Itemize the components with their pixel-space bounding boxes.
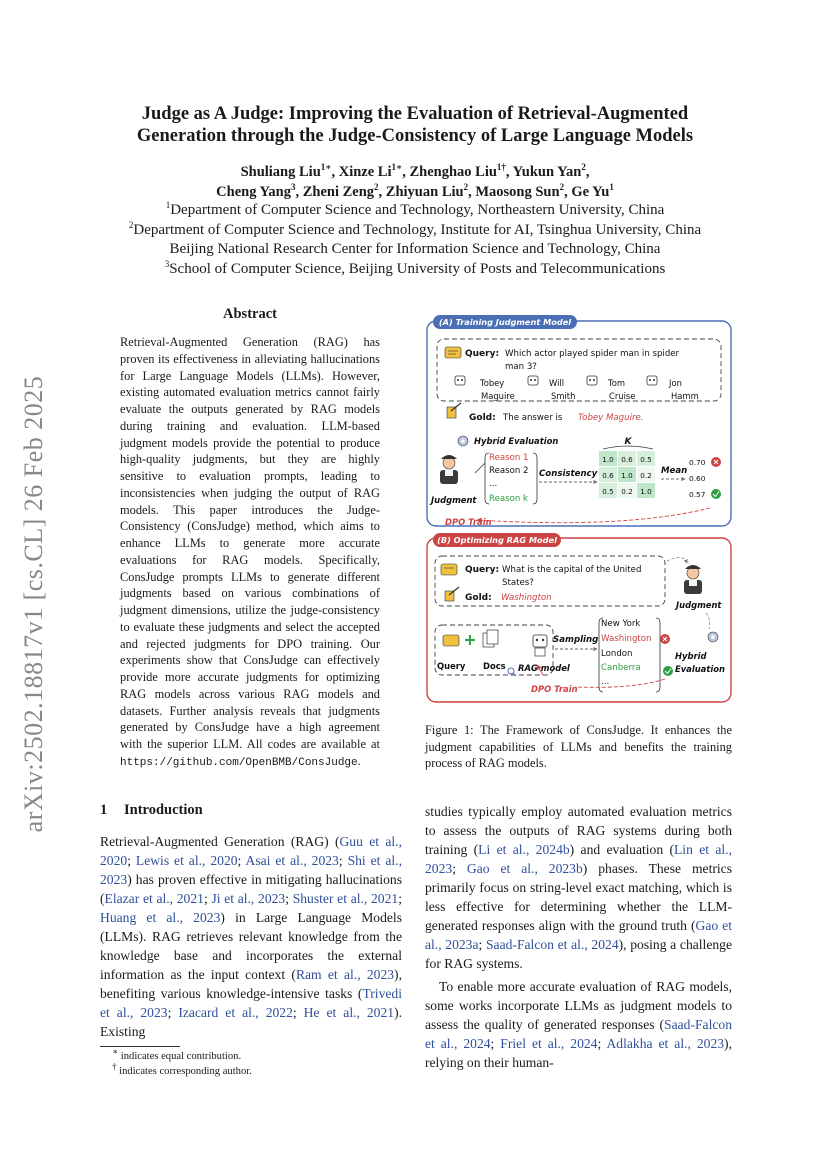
- intro-left-column: Retrieval-Augmented Generation (RAG) (Guu et al., 2020; Lewis et al., 2020; Asai et al., 2023; Shi et al., 2023) has proven effective in mitigating hallucinations (Elazar et al., 2021; Ji et al., 2023; Shuster et al., 2021; Huang et al., 2023) in Large Language Models (LLMs). RAG retrieves relevant knowledge from the knowledge base and incorporates the external information as the input context (Ram et al., 2023), benefiting various knowledge-intensive tasks (Trivedi et al., 2023; Izacard et al., 2022; He et al., 2021). Existing: [100, 834, 402, 1039]
- accept-icon: [711, 489, 721, 499]
- author: Zhenghao Liu: [409, 164, 497, 180]
- reason-ellipsis: ...: [489, 479, 498, 489]
- matrix-value: 0.5: [640, 455, 652, 464]
- matrix-value: 0.6: [602, 471, 614, 480]
- author: Ge Yu: [571, 184, 610, 200]
- matrix-value: 0.5: [602, 487, 614, 496]
- reason-k: Reason k: [489, 494, 529, 504]
- query-label: Query:: [465, 349, 500, 359]
- reject-icon: [711, 457, 721, 467]
- affiliation-3: Beijing National Research Center for Information Science and Technology, China: [169, 241, 661, 257]
- candidate-answer: Tobey: [480, 378, 505, 388]
- sampled-output: Canberra: [601, 663, 641, 673]
- citation-link[interactable]: Li et al., 2024b: [478, 842, 570, 857]
- author-line-2: Cheng Yang$^3$, Zheni Zeng$^2$, Zhiyuan Liu$^2$, Maosong Sun$^2$, Ge Yu$^1$: [216, 182, 614, 200]
- robot-icon: [528, 376, 538, 385]
- hybrid-evaluation-b: Evaluation: [675, 664, 725, 674]
- sampling-label: Sampling: [553, 635, 599, 645]
- candidate-answer: Will: [549, 378, 565, 388]
- intro-right-column: [425, 802, 732, 1072]
- author-list: [95, 162, 735, 202]
- citation-link[interactable]: Gao et al., 2023b: [466, 861, 583, 876]
- consistency-matrix: [599, 451, 655, 498]
- citation-link[interactable]: Shi et al., 2023: [100, 853, 402, 887]
- mean-label: Mean: [661, 466, 688, 476]
- paragraph: To enable more accurate evaluation of RAG models, some works incorporate LLMs as judgment models to assess the quality of generated responses (Saad-Falcon et al., 2024; Friel et al., 2024; Adlakha et al., 2023), relying on their human-: [425, 979, 732, 1070]
- citation-link[interactable]: Trivedi et al., 2023: [100, 986, 402, 1020]
- author: Cheng Yang: [216, 184, 291, 200]
- robot-icon: [455, 376, 465, 385]
- matrix-value: 1.0: [602, 455, 614, 464]
- citation-link[interactable]: Shuster et al., 2021: [292, 891, 399, 906]
- author: Shuliang Liu: [240, 164, 321, 180]
- paper-title: [95, 103, 735, 147]
- rag-model-label: RAG model: [518, 663, 570, 673]
- robot-icon: [587, 376, 597, 385]
- chat-icon: [441, 564, 457, 575]
- footnote-2: † indicates corresponding author.: [112, 1061, 252, 1077]
- sampled-output: London: [601, 649, 633, 659]
- citation-link[interactable]: Lewis et al., 2020: [135, 853, 238, 868]
- citation-link[interactable]: Gao et al., 2023a: [425, 918, 732, 952]
- footnote-1: ∗ indicates equal contribution.: [112, 1046, 242, 1062]
- query-text: Which actor played spider man in spider: [505, 349, 680, 359]
- gold-text: The answer is: [503, 413, 563, 423]
- affiliation-4: $^3$School of Computer Science, Beijing University of Posts and Telecommunications: [164, 258, 666, 277]
- title-line-2: Generation through the Judge-Consistency of Large Language Models: [136, 126, 694, 146]
- code-link[interactable]: https://github.com/OpenBMB/ConsJudge: [120, 756, 358, 769]
- mean-value: 0.70: [689, 458, 706, 467]
- matrix-value: 0.6: [621, 455, 633, 464]
- matrix-value: 0.2: [640, 471, 652, 480]
- reason-1: Reason 1: [489, 453, 529, 463]
- author: Zheni Zeng: [302, 184, 375, 200]
- robot-icon: [647, 376, 657, 385]
- panel-b-frame: [427, 538, 731, 702]
- paragraph: studies typically employ automated evaluation metrics to assess the outputs of RAG systems during both training (Li et al., 2024b) and evaluation (Lin et al., 2023; Gao et al., 2023b) phases. These metrics primarily focus on string-level exact matching, which is less effective for determining whether the LLM-generated responses align with the ground truth (Gao et al., 2023a; Saad-Falcon et al., 2024), posing a challenge for RAG systems.: [425, 804, 732, 971]
- author: Xinze Li: [338, 164, 392, 180]
- hybrid-evaluation-label: Hybrid Evaluation: [474, 436, 559, 446]
- matrix-value: 0.2: [621, 487, 633, 496]
- title-line-1: Judge as A Judge: Improving the Evaluation of Retrieval-Augmented: [141, 104, 689, 124]
- accept-icon: [663, 666, 673, 676]
- author: Zhiyuan Liu: [385, 184, 464, 200]
- citation-link[interactable]: Asai et al., 2023: [245, 853, 339, 868]
- chat-icon: [445, 347, 461, 358]
- candidate-answer: Hamm: [671, 391, 699, 401]
- author: Yukun Yan: [512, 164, 582, 180]
- citation-link[interactable]: Saad-Falcon et al., 2024: [486, 937, 619, 952]
- panel-a-label: (A) Training Judgment Model: [438, 317, 572, 327]
- k-label: K: [624, 437, 632, 447]
- candidate-answer: Smith: [551, 391, 576, 401]
- arxiv-identifier: arXiv:2502.18817v1 [cs.CL] 26 Feb 2025: [19, 375, 48, 833]
- footnotes: [100, 1046, 400, 1079]
- section-heading-introduction: 1 Introduction: [100, 802, 203, 818]
- citation-link[interactable]: Huang et al., 2023: [100, 910, 221, 925]
- sampled-output: New York: [601, 619, 641, 629]
- query-text: man 3?: [505, 362, 537, 372]
- citation-link[interactable]: Ji et al., 2023: [211, 891, 286, 906]
- dpo-train-label-a: DPO Train: [445, 517, 492, 527]
- gold-answer: Tobey Maguire.: [578, 413, 644, 423]
- reject-icon: [660, 634, 670, 644]
- candidate-answer: Maguire: [481, 391, 515, 401]
- query-text: States?: [502, 578, 534, 588]
- matrix-value: 1.0: [640, 487, 652, 496]
- author-line-1: Shuliang Liu$^{1∗}$, Xinze $Li^{1∗}$, Zhenghao Liu$^{1\dagger}$, Yukun Yan$^2$,: [240, 162, 590, 180]
- gear-icon: [708, 632, 718, 642]
- mean-value: 0.60: [689, 474, 706, 483]
- dpo-train-label-b: DPO Train: [531, 684, 578, 694]
- framework-figure: [425, 313, 733, 705]
- candidate-answer: Jon: [669, 378, 682, 388]
- citation-link[interactable]: Izacard et al., 2022: [178, 1005, 293, 1020]
- query-text: What is the capital of the United: [502, 565, 642, 575]
- sampled-output: Washington: [601, 634, 652, 644]
- sampled-output: ...: [601, 677, 610, 687]
- query-label: Query:: [465, 565, 500, 575]
- citation-link[interactable]: Saad-Falcon et al., 2024: [425, 1017, 732, 1051]
- gold-answer: Washington: [501, 593, 552, 603]
- consistency-label: Consistency: [539, 469, 598, 479]
- mean-value: 0.57: [689, 490, 706, 499]
- hybrid-evaluation-b: Hybrid: [675, 651, 707, 661]
- robot-icon: [533, 635, 547, 656]
- query-word: Query: [437, 661, 466, 671]
- author: Maosong Sun: [475, 184, 560, 200]
- chat-icon: [443, 635, 459, 646]
- citation-link[interactable]: Elazar et al., 2021: [104, 891, 204, 906]
- affiliations: [80, 201, 750, 279]
- affiliation-1: $^1$Department of Computer Science and Technology, Northeastern University, China: [165, 200, 665, 218]
- figure-caption: Figure 1: The Framework of ConsJudge. It enhances the judgment capabilities of LLMs and benefits the training process of RAG models.: [425, 723, 732, 770]
- matrix-value: 1.0: [621, 471, 633, 480]
- candidate-answer: Cruise: [609, 391, 636, 401]
- citation-link[interactable]: He et al., 2021: [303, 1005, 395, 1020]
- citation-link[interactable]: Ram et al., 2023: [295, 967, 395, 982]
- judgment-label: Judgment: [431, 495, 477, 505]
- citation-link[interactable]: Friel et al., 2024: [500, 1036, 598, 1051]
- gear-icon: [458, 436, 468, 446]
- judgment-label-b: Judgment: [676, 600, 722, 610]
- citation-link[interactable]: Lin et al., 2023: [425, 842, 732, 876]
- citation-link[interactable]: Guu et al., 2020: [100, 834, 402, 868]
- gold-label: Gold:: [465, 593, 492, 603]
- abstract-body: Retrieval-Augmented Generation (RAG) has proven its effectiveness in alleviating hallucinations for Large Language Models (LLMs). However, existing automated evaluation metrics cannot fairly evaluate the outputs generated by RAG models during training and evaluation. LLM-based judgment models provide the potential to produce high-quality judgments, but they are highly sensitive to evaluation prompts, leading to inconsistencies when judging the output of RAG models. This paper introduces the Judge-Consistency (ConsJudge) method, which aims to enhance LLMs to generate more accurate evaluations for RAG models. Specifically, ConsJudge prompts LLMs to generate different judgments based on various combinations of judgment dimensions, utilize the judge-consistency to evaluate these judgments and select the accepted and rejected judgments for DPO training. Our experiments show that ConsJudge can effectively provide more accurate judgments for optimizing RAG models across various RAG models and datasets. Further analysis reveals that judgments generated by ConsJudge have a high agreement with the superior LLM. All codes are available at https://github.com/OpenBMB/ConsJudge.: [120, 335, 380, 769]
- reason-2: Reason 2: [489, 466, 529, 476]
- candidate-answer: Tom: [608, 378, 625, 388]
- gold-label: Gold:: [469, 413, 496, 423]
- panel-b-label: (B) Optimizing RAG Model: [437, 535, 557, 545]
- abstract-heading: Abstract: [223, 306, 277, 322]
- docs-word: Docs: [483, 661, 506, 671]
- citation-link[interactable]: Adlakha et al., 2023: [606, 1036, 725, 1051]
- affiliation-2: $^2$Department of Computer Science and Technology, Institute for AI, Tsinghua University, China: [128, 219, 702, 238]
